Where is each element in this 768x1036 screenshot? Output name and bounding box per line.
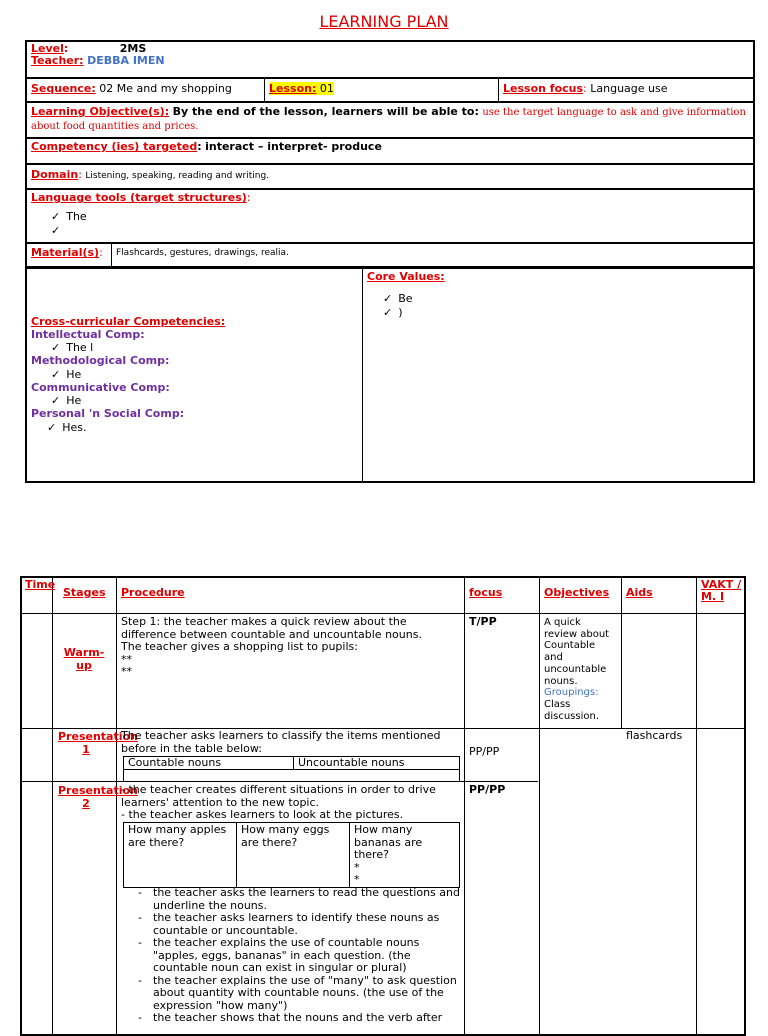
- methodological-item: ✓ He: [51, 368, 225, 382]
- objective-row: [27, 103, 753, 139]
- teacher-label: Teacher:: [31, 54, 84, 67]
- header-aids: Aids: [626, 586, 653, 599]
- presentation1-line: The teacher asks learners to classify the items mentioned: [121, 729, 441, 742]
- competency-value: interact – interpret- produce: [205, 140, 382, 153]
- sequence-value: 02 Me and my shopping: [99, 82, 232, 95]
- groupings-line: discussion.: [544, 710, 600, 722]
- procedure-table: [20, 576, 746, 1036]
- materials-label: Material(s): [31, 246, 100, 259]
- warmup-line: The teacher gives a shopping list to pupils:: [121, 640, 358, 653]
- core-value-item: ✓ ): [383, 306, 749, 320]
- competency-row: Competency (ies) targeted: interact – interpret- produce: [27, 139, 753, 165]
- warmup-procedure: [121, 616, 461, 679]
- cross-curricular-label: Cross-curricular Competencies:: [31, 315, 226, 328]
- bullet-item: - the teacher asks the learners to read the questions and underline the nouns.: [121, 887, 461, 912]
- presentation1-focus: PP/PP: [469, 745, 500, 758]
- stage-presentation-1: Presentation 1: [58, 730, 138, 756]
- question-star: *: [354, 873, 360, 886]
- communicative-label: Communicative Comp:: [31, 380, 170, 394]
- bullet-item: - the teacher shows that the nouns and the verb after: [121, 1012, 461, 1025]
- methodological-label: Methodological Comp:: [31, 354, 170, 368]
- intellectual-item: ✓ The l: [51, 341, 225, 355]
- presentation2-line: - the teacher askes learners to look at the pictures.: [121, 808, 404, 821]
- domain-label: Domain: [31, 168, 79, 181]
- document-title: LEARNING PLAN: [319, 12, 449, 31]
- personal-social-item: ✓ Hes.: [47, 421, 225, 435]
- question-bananas-cell: [349, 823, 459, 887]
- header-focus: focus: [469, 586, 503, 599]
- bullet-item: - the teacher explains the use of "many" to ask question about quantity with countable nouns. (the use of the expression "how many"): [121, 975, 461, 1013]
- competency-label: Competency (ies) targeted: [31, 140, 198, 153]
- presentation2-line: - the teacher creates different situations in order to drive: [121, 783, 436, 796]
- intellectual-label: Intellectual Comp:: [31, 327, 145, 341]
- question-star: *: [354, 860, 360, 874]
- uncountable-header: Uncountable nouns: [293, 757, 459, 770]
- question-eggs: How many eggs are there?: [236, 823, 349, 887]
- bullet-item: - the teacher explains the use of countable nouns "apples, eggs, bananas" in each question. (the countable noun can exist in singular or plural): [121, 937, 461, 975]
- teacher-value: DEBBA IMEN: [87, 54, 165, 67]
- lesson-value: 01: [319, 82, 334, 95]
- presentation1-aids: flashcards: [626, 729, 683, 742]
- objective-line: Countable: [544, 640, 596, 652]
- presentation2-focus: PP/PP: [469, 783, 506, 796]
- warmup-objectives: [544, 617, 609, 722]
- domain-value: Listening, speaking, reading and writing.: [85, 171, 270, 181]
- question-apples: How many apples are there?: [128, 823, 227, 849]
- objective-line: uncountable: [544, 663, 607, 675]
- groupings-line: Class: [544, 698, 571, 710]
- lesson-focus-label: Lesson focus: [503, 82, 584, 95]
- sequence-label: Sequence:: [31, 82, 96, 95]
- classification-table: [123, 756, 460, 782]
- stage-warm-up: Warm-up: [63, 646, 105, 672]
- lesson-label: Lesson:: [269, 82, 317, 95]
- domain-row: Domain: Listening, speaking, reading and writing.: [27, 165, 753, 190]
- presentation2-procedure: [121, 784, 461, 822]
- objective-text: use the target language to ask and give information about food quantities and prices.: [31, 107, 746, 132]
- competencies-values-row: [27, 268, 753, 481]
- countable-header: Countable nouns: [124, 757, 293, 770]
- objective-label: Learning Objective(s):: [31, 105, 170, 118]
- warmup-line: difference between countable and uncountable nouns.: [121, 627, 422, 641]
- core-value-item: ✓ Be: [383, 292, 749, 306]
- objective-line: review about: [544, 628, 610, 640]
- objective-line: nouns.: [544, 675, 578, 687]
- language-tool-item: ✓ The: [51, 210, 749, 224]
- sequence-row: Sequence: 02 Me and my shopping Lesson: 01 Lesson focus: Language use: [27, 79, 753, 103]
- presentation1-line: before in the table below:: [121, 741, 262, 755]
- materials-value: Flashcards, gestures, drawings, realia.: [116, 248, 289, 258]
- objective-line: A quick: [544, 617, 581, 628]
- header-procedure: Procedure: [121, 586, 185, 599]
- presentation2-bullets: [121, 887, 461, 1025]
- personal-social-label: Personal 'n Social Comp:: [31, 407, 185, 421]
- question-bananas: How many bananas are there?: [354, 823, 423, 861]
- bullet-item: - the teacher asks learners to identify these nouns as countable or uncountable.: [121, 912, 461, 937]
- communicative-item: ✓ He: [51, 394, 225, 408]
- objective-intro: By the end of the lesson, learners will be able to:: [172, 105, 479, 118]
- objective-line: and: [544, 652, 563, 664]
- level-value: 2MS: [119, 42, 147, 55]
- lesson-header-table: [25, 40, 755, 483]
- warmup-focus: T/PP: [469, 615, 497, 628]
- header-objectives: Objectives: [544, 586, 610, 599]
- warmup-line: **: [121, 652, 132, 666]
- header-stages: Stages: [63, 586, 106, 599]
- language-tools-label: Language tools (target structures): [31, 191, 247, 204]
- presentation2-line: learners' attention to the new topic.: [121, 795, 320, 809]
- header-time: Time: [25, 578, 56, 591]
- core-values-label: Core Values:: [367, 270, 445, 283]
- presentation1-procedure: [121, 730, 461, 755]
- core-values-list: [383, 292, 749, 320]
- lesson-focus-value: Language use: [590, 82, 668, 95]
- questions-table: [123, 822, 460, 888]
- header-vakt: VAKT / M. I: [701, 578, 742, 603]
- groupings-label: Groupings:: [544, 687, 599, 699]
- level-label: Level: [31, 42, 64, 55]
- warmup-line: **: [121, 665, 132, 678]
- language-tools-row: Language tools (target structures): ✓ The ✓: [27, 190, 753, 244]
- materials-row: Material(s): Flashcards, gestures, drawings, realia.: [27, 244, 753, 268]
- language-tools-list: [51, 210, 749, 238]
- stage-presentation-2: Presentation 2: [58, 784, 138, 810]
- warmup-line: Step 1: the teacher makes a quick review about the: [121, 615, 407, 628]
- level-teacher-row: Level: 2MS Teacher: DEBBA IMEN: [27, 42, 753, 79]
- language-tool-item: [51, 224, 749, 238]
